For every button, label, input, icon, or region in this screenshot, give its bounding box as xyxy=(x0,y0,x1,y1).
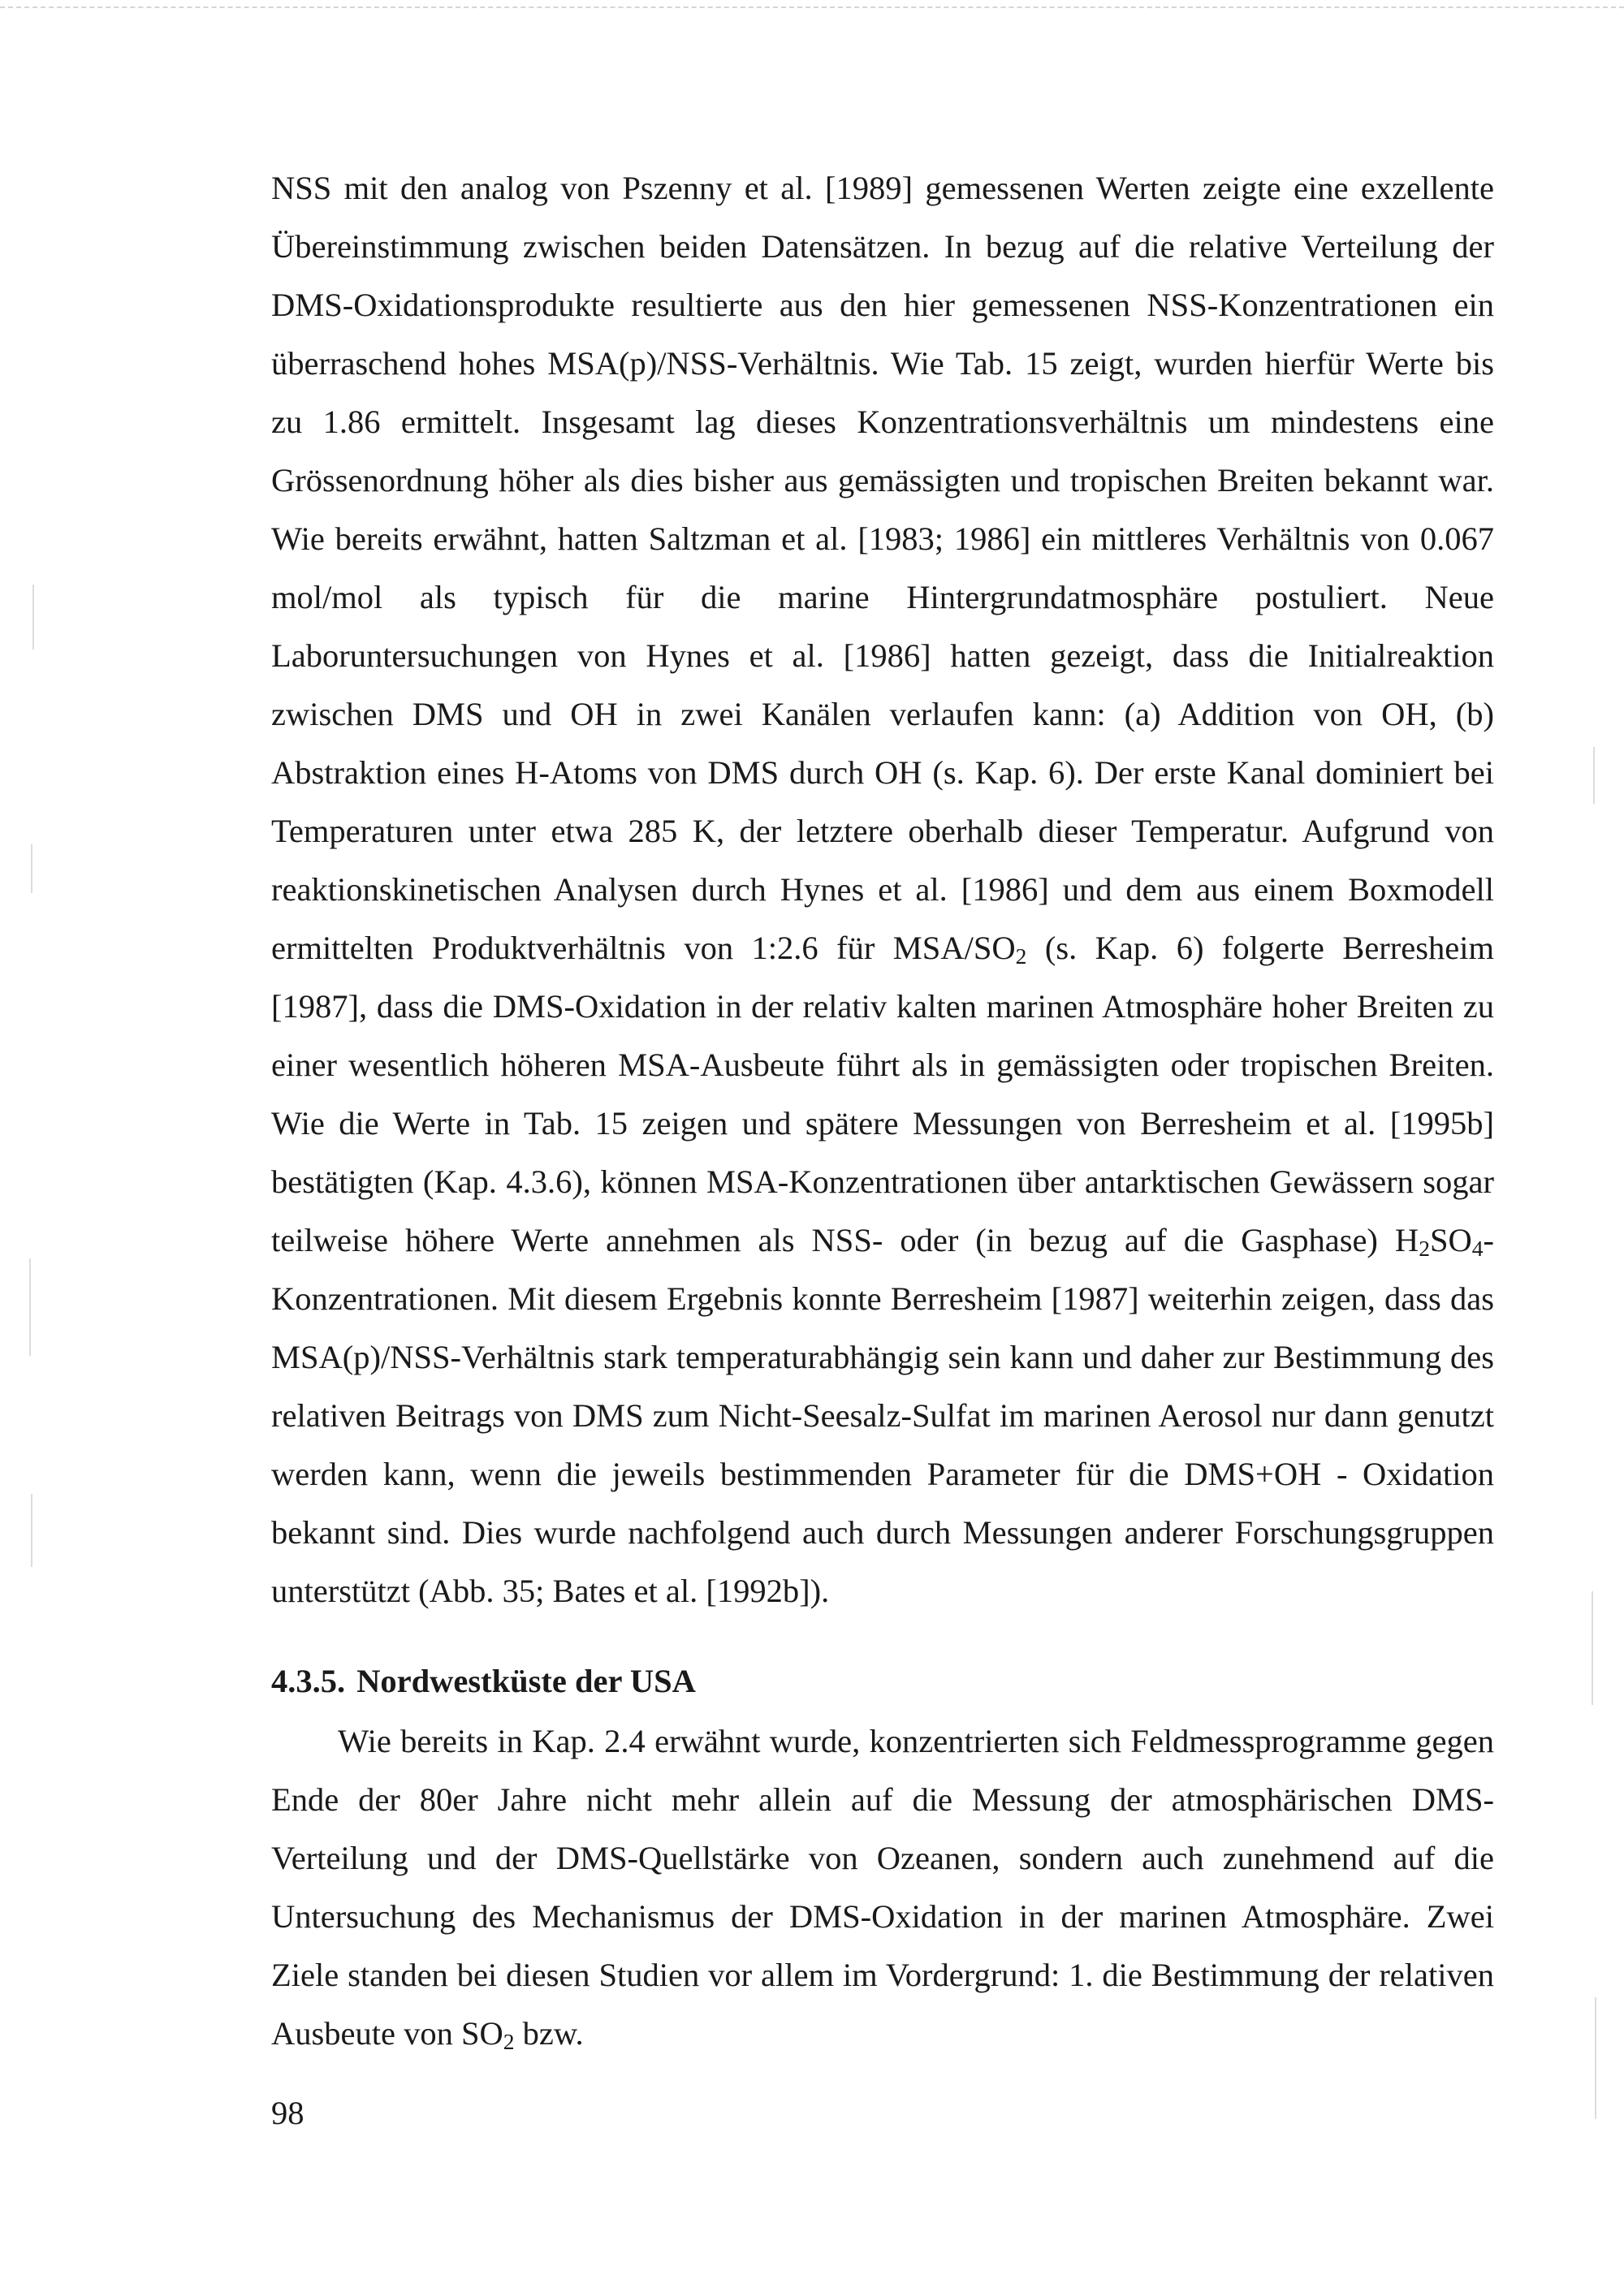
paragraph-text: (s. Kap. 6) folgerte Berresheim [1987], dass die DMS-Oxidation in der relativ kalten marinen Atmosphäre hoher Breiten zu einer wesentlich höheren MSA-Ausbeute führt als in gemässigten oder tropischen Breiten. Wie die Werte in Tab. 15 zeigen und spätere Messungen von Berresheim et al. [1995b] bestätigten (Kap. 4.3.6), können MSA-Konzentrationen über antarktischen Gewässern sogar teilweise höhere Werte annehmen als NSS- oder (in bezug auf die Gasphase) H xyxy=(271,930,1494,1258)
scan-margin-mark xyxy=(32,585,34,650)
page-number: 98 xyxy=(271,2095,304,2131)
paragraph-text: -Konzentrationen. Mit diesem Ergebnis konnte Berresheim [1987] weiterhin zeigen, dass das MSA(p)/NSS-Verhältnis stark temperaturabhängig sein kann und daher zur Bestimmung des relativen Beitrags von DMS zum Nicht-Seesalz-Sulfat im marinen Aerosol nur dann genutzt werden kann, wenn die jeweils bestimmenden Parameter für die DMS+OH - Oxidation bekannt sind. Dies wurde nachfolgend auch durch Messungen anderer Forschungsgruppen unterstützt (Abb. 35; Bates et al. [1992b]). xyxy=(271,1222,1494,1609)
subscript: 4 xyxy=(1471,1236,1484,1262)
paragraph-text: NSS mit den analog von Pszenny et al. [1989] gemessenen Werten zeigte eine exzellente Übereinstimmung zwischen beiden Datensätzen. In bezug auf die relative Verteilung der DMS-Oxidationsprodukte resultierte aus den hier gemessenen NSS-Konzentrationen ein überraschend hohes MSA(p)/NSS-Verhältnis. Wie Tab. 15 zeigt, wurden hierfür Werte bis zu 1.86 ermittelt. Insgesamt lag dieses Konzentrationsverhältnis um mindestens eine Grössenordnung höher als dies bisher aus gemässigten und tropischen Breiten bekannt war. Wie bereits erwähnt, hatten Saltzman et al. [1983; 1986] ein mittleres Verhältnis von 0.067 mol/mol als typisch für die marine Hintergrundatmosphäre postuliert. Neue Laboruntersuchungen von Hynes et al. [1986] hatten gezeigt, dass die Initialreaktion zwischen DMS und OH in zwei Kanälen verlaufen kann: (a) Addition von OH, (b) Abstraktion eines H-Atoms von DMS durch OH (s. Kap. 6). Der erste Kanal dominiert bei Temperaturen unter etwa 285 K, der letztere oberhalb dieser Temperatur. Aufgrund von reaktionskinetischen Analysen durch Hynes et al. [1986] und dem aus einem Boxmodell ermittelten Produktverhältnis von 1:2.6 für MSA/SO xyxy=(271,170,1494,966)
subscript: 2 xyxy=(503,2029,515,2055)
scan-margin-mark xyxy=(31,844,32,893)
paragraph-text: bzw. xyxy=(514,2015,584,2052)
scan-margin-mark xyxy=(29,1258,31,1356)
section-heading xyxy=(271,1652,696,1711)
scan-margin-mark xyxy=(1595,1997,1596,2119)
subscript: 2 xyxy=(1419,1236,1430,1262)
scan-margin-mark xyxy=(31,1494,32,1567)
scan-top-edge xyxy=(0,6,1624,8)
body-paragraph xyxy=(271,1712,1494,2063)
body-text-column xyxy=(271,159,1494,1621)
scan-margin-mark xyxy=(1592,1591,1593,1705)
body-text-column-2 xyxy=(271,1712,1494,2063)
body-paragraph xyxy=(271,159,1494,1621)
scan-margin-mark xyxy=(1593,747,1595,804)
section-number: 4.3.5. xyxy=(271,1663,346,1699)
subscript: 2 xyxy=(1015,943,1027,969)
paragraph-text: Wie bereits in Kap. 2.4 erwähnt wurde, konzentrierten sich Feldmessprogramme gegen Ende der 80er Jahre nicht mehr allein auf die Messung der atmosphärischen DMS-Verteilung und der DMS-Quellstärke von Ozeanen, sondern auch zunehmend auf die Untersuchung des Mechanismus der DMS-Oxidation in der marinen Atmosphäre. Zwei Ziele standen bei diesen Studien vor allem im Vordergrund: 1. die Bestimmung der relativen Ausbeute von SO xyxy=(271,1723,1494,2052)
section-title: Nordwestküste der USA xyxy=(356,1663,696,1699)
paragraph-text: SO xyxy=(1429,1222,1472,1258)
